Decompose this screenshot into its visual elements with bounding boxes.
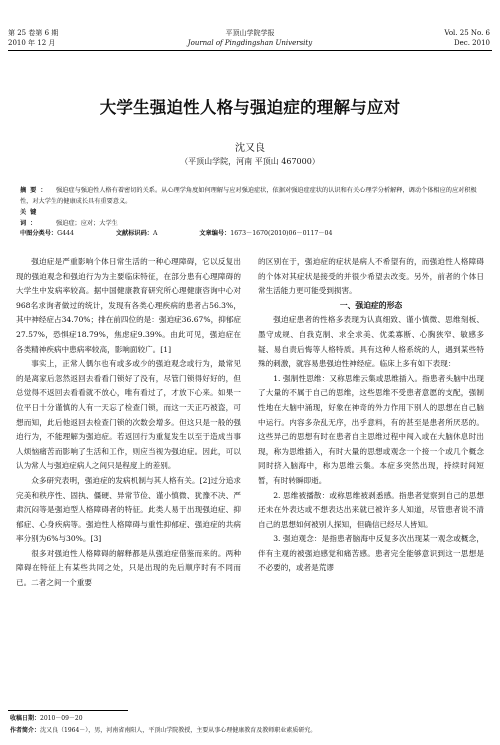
paragraph: 3. 强迫观念：是指患者脑海中反复多次出现某一观念或概念，伴有主观的被强迫感觉和痛苦感。患者完全能够意识到这一思想是不必要的，或者是荒谬 (258, 534, 484, 573)
header-journal-en: Journal of Pingdingshan University (187, 39, 313, 47)
abstract (20, 185, 480, 229)
body-column-right (258, 255, 484, 576)
received-label: 收稿日期： (10, 715, 41, 722)
header-rule (8, 50, 492, 51)
paragraph: 强迫症是严重影响个体日常生活的一种心理障碍，它以反复出现的强迫观念和强迫行为为主要临床特征，在部分患有心理障碍的大学生中发病率较高。据中国健康教育研究所心理健康咨询中心对968名求询者做过的统计，发现有各类心理疾病的患者占56.3%，其中神经症占34.70%；排在前四位的是：强迫症36.67%，抑郁症27.57%，恐惧症18.79%，焦虑症9.39%。由此可见，强迫症在各类精神疾病中患病率较高，影响面较广。[1] (16, 257, 241, 354)
header-journal (0, 28, 500, 48)
article-title: 大学生强迫性人格与强迫症的理解与应对 (99, 98, 401, 117)
article-no-label: 文章编号： (199, 230, 231, 237)
header-journal-cn: 平顶山学院学报 (225, 29, 275, 37)
doc-code-label: 文献标识码： (115, 230, 153, 237)
paragraph: 很多对强迫性人格障碍的解释都是从强迫症借鉴而来的。两种障碍在特征上有某些共同之处，只是出现的先后顺序时有不同而已。二者之间一个重要 (16, 548, 241, 588)
keywords-text: 强迫症；应对；大学生 (56, 220, 118, 227)
header-month: Dec. 2010 (454, 39, 490, 47)
header-volume-en (444, 28, 490, 48)
footnote-received (10, 714, 490, 723)
paragraph: 强迫症患者的性格多表现为认真细致、谨小慎微、思维刻板、墨守成规、自我克制、求全求美、优柔寡断、心胸狭窄、敏感多疑、易自责后悔等人格特质。具有这种人格系统的人，遇到某些特殊的刺激，就容易患强迫性神经症。临床上多有如下表现： (258, 315, 484, 369)
classification-line (20, 228, 480, 239)
header-volume: 第 25 卷第 6 期 (8, 29, 59, 37)
paragraph: 事实上，正常人偶尔也有或多或少的强迫观念或行为，最常见的是离家后忽然返回去看看门锁好了没有，尽管门锁得好好的，但总觉得不返回去看看就不放心，唯有看过了，才放下心来。如果一位平日十分谨慎的人有一天忘了检查门锁，而这一天正巧被盗，可想而知，此后他返回去检查门锁的次数会增多。但这只是一般的强迫行为，不能理解为强迫症。若返回行为重复发生以至于造成当事人烦恼痛苦而影响了生活和工作，则应当视为强迫症。因此，可以认为常人与强迫症病人之间只是程度上的差别。 (16, 359, 241, 471)
footnote-rule (8, 710, 128, 711)
section-heading: 一、强迫症的形态 (339, 300, 403, 310)
clc-value: G444 (57, 230, 74, 237)
abstract-label: 摘要： (20, 187, 51, 194)
received-date: 2010－09－20 (40, 715, 83, 722)
header-vol-no: Vol. 25 No. 6 (444, 29, 490, 37)
article-author: 沈又良 (235, 143, 265, 154)
article-no-value: 1673－1670(2010)06－0117－04 (230, 230, 333, 237)
paragraph: 1. 强制性思维：又称思维云集或思维插入。指患者头脑中出现了大量的不属于自己的思维，这些思维不受患者意愿的支配，强制性地在大脑中涌现，好象在神奇的外力作用下别人的思想在自己脑中运行。内容多杂乱无序，出乎意料，有的甚至是患者所厌恶的。这些异己的思想有时在患者自主思维过程中闯入或在大脑休息时出现，称为思维插入，有时大量的思想或观念一个接一个或几个概念同时挤入脑海中，称为思维云集。本症多突然出现，持续时间短暂，有时转瞬即逝。 (258, 373, 484, 485)
header-date: 2010 年 12 月 (8, 39, 56, 47)
paragraph: 众多研究表明，强迫症的发病机制与其人格有关。[2]过分追求完美和秩序性、固执、僵硬、异常节俭、谨小慎微、犹豫不决、严肃沉闷等是强迫型人格障碍者的特征。此类人易于出现强迫症、抑郁症、心身疾病等。强迫性人格障碍与重性抑郁症、强迫症的共病率分别为6%与30%。[3] (16, 475, 241, 544)
doc-code-value: A (152, 230, 158, 237)
keywords-label: 关键词： (20, 209, 41, 227)
paragraph: 2. 思维被播散：或称思维被剥悉感。指患者觉察到自己的思想还未在外表达或不想表达出来就已被许多人知道，尽管患者说不清自己的思想如何被别人探知，但确信已经尽人皆知。 (258, 490, 484, 529)
body-column-left (16, 255, 241, 591)
paragraph: 的区别在于，强迫症的症状是病人不希望有的，而强迫性人格障碍的个体对其症状是接受的并很少希望去改变。另外，前者的个体日常生活能力更可能受到损害。 (258, 257, 484, 296)
article-affiliation: （平顶山学院，河南 平顶山 467000） (180, 157, 320, 166)
clc-label: 中图分类号： (20, 230, 58, 237)
author-info-label: 作者简介： (10, 727, 41, 734)
footnote-author (10, 726, 490, 735)
abstract-text: 强迫症与强迫性人格有着密切的关系。从心理学角度如何理解与应对强迫症状，依据对强迫症症状的认识和有关心理学分析解释，调动个体相应的应对积极性，对大学生的健康成长具有重要意义。 (20, 187, 477, 205)
author-info: 沈又良（1964－），男，河南省南阳人，平顶山学院教授，主要从事心理健康教育及教师职业素质研究。 (40, 727, 317, 734)
